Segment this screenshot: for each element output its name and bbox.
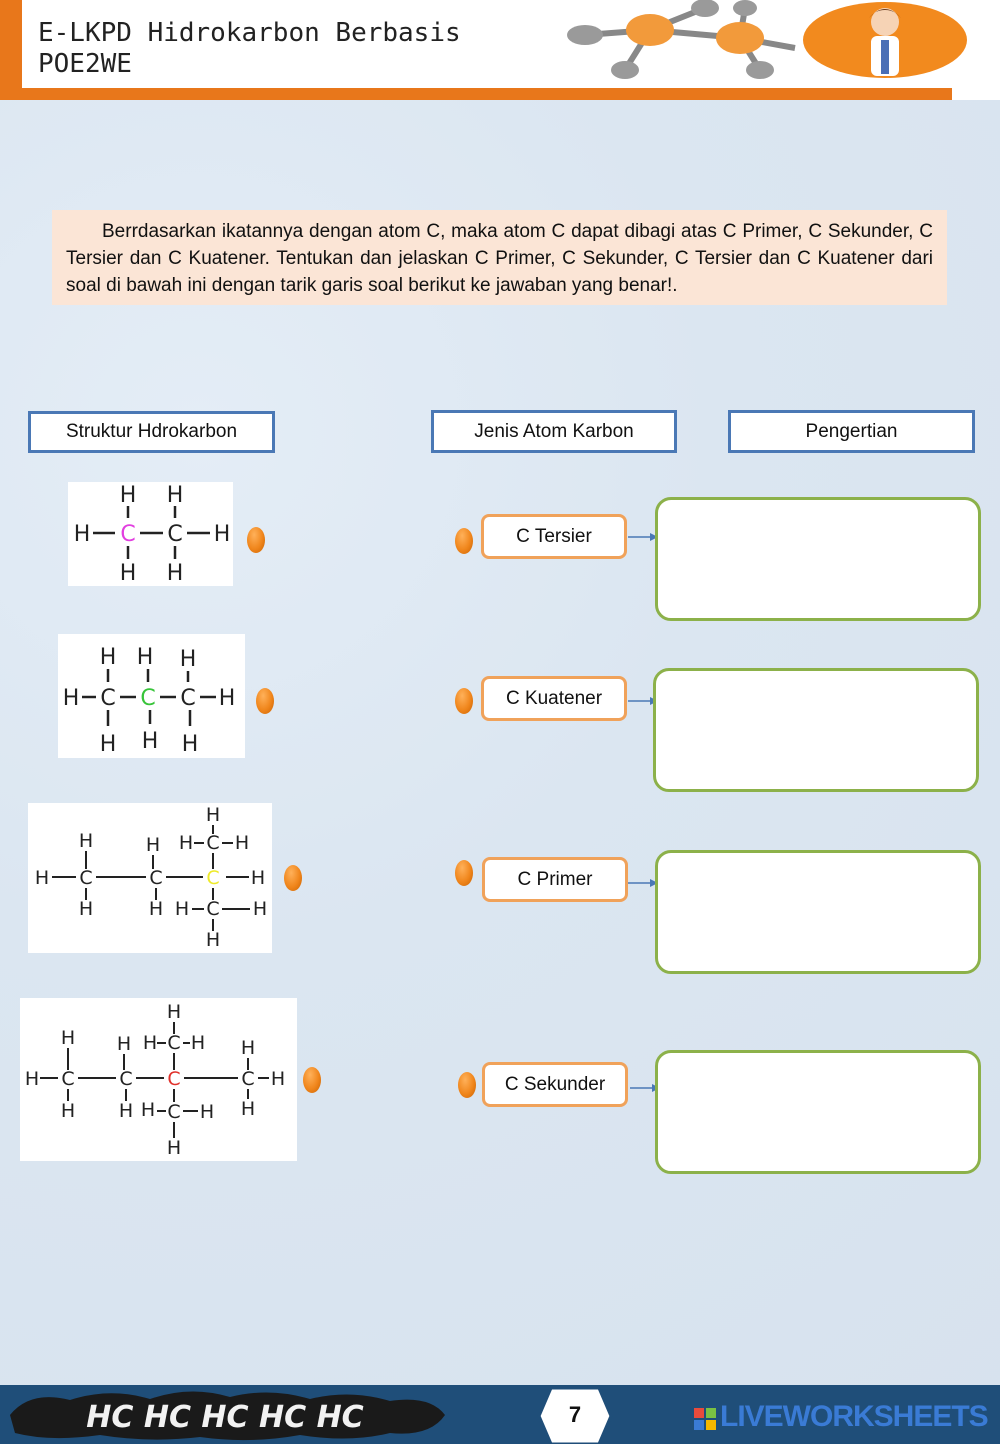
answer-box-2[interactable] bbox=[653, 668, 979, 792]
structure-3-image bbox=[28, 803, 272, 953]
svg-text:H: H bbox=[166, 561, 184, 586]
structure-2-image bbox=[58, 634, 245, 758]
svg-text:C: C bbox=[206, 898, 220, 920]
svg-text:H: H bbox=[73, 522, 91, 547]
svg-text:H: H bbox=[190, 1032, 206, 1054]
svg-text:H: H bbox=[205, 929, 221, 951]
match-dot-choice-1[interactable] bbox=[455, 528, 473, 554]
page-title: E-LKPD Hidrokarbon Berbasis POE2WE bbox=[38, 18, 461, 79]
svg-text:H: H bbox=[78, 898, 94, 920]
structure-1-image bbox=[68, 482, 233, 586]
choice-c-kuatener[interactable]: C Kuatener bbox=[481, 676, 627, 721]
svg-text:H: H bbox=[60, 1100, 76, 1122]
svg-text:H: H bbox=[99, 645, 117, 670]
svg-text:H: H bbox=[145, 834, 161, 856]
match-dot-structure-4[interactable] bbox=[303, 1067, 321, 1093]
match-dot-structure-2[interactable] bbox=[256, 688, 274, 714]
arrow-icon bbox=[628, 531, 658, 543]
svg-text:C: C bbox=[100, 686, 116, 711]
instruction-box bbox=[52, 210, 947, 305]
molecule-illustration-icon bbox=[555, 0, 975, 90]
match-dot-structure-1[interactable] bbox=[247, 527, 265, 553]
svg-text:H: H bbox=[78, 830, 94, 852]
answer-box-3[interactable] bbox=[655, 850, 981, 974]
match-dot-structure-3[interactable] bbox=[284, 865, 302, 891]
brand-name[interactable]: LIVEWORKSHEETS bbox=[720, 1400, 988, 1433]
svg-text:H: H bbox=[142, 1032, 158, 1054]
svg-text:C: C bbox=[167, 1101, 181, 1123]
choice-c-primer[interactable]: C Primer bbox=[482, 857, 628, 902]
answer-box-1[interactable] bbox=[655, 497, 981, 621]
svg-text:H: H bbox=[119, 483, 137, 508]
svg-text:C: C bbox=[167, 1032, 181, 1054]
svg-text:H: H bbox=[240, 1098, 256, 1120]
header-accent-bar bbox=[0, 0, 22, 100]
svg-text:H: H bbox=[178, 832, 194, 854]
svg-text:C: C bbox=[79, 867, 93, 889]
svg-text:C: C bbox=[241, 1068, 255, 1090]
svg-text:H: H bbox=[62, 686, 80, 711]
svg-text:H: H bbox=[141, 729, 159, 754]
column-header-structure: Struktur Hdrokarbon bbox=[28, 411, 275, 453]
svg-text:H: H bbox=[213, 522, 231, 547]
svg-text:C: C bbox=[119, 1068, 133, 1090]
svg-text:C: C bbox=[61, 1068, 75, 1090]
page-number: 7 bbox=[568, 1402, 582, 1427]
svg-text:H: H bbox=[218, 686, 236, 711]
footer-decoration bbox=[0, 1385, 450, 1444]
svg-text:H: H bbox=[240, 1037, 256, 1059]
svg-text:H: H bbox=[99, 732, 117, 757]
match-dot-choice-2[interactable] bbox=[455, 688, 473, 714]
page-header bbox=[0, 0, 1000, 100]
svg-text:H: H bbox=[174, 898, 190, 920]
svg-text:H: H bbox=[136, 645, 154, 670]
instruction-text: Berrdasarkan ikatannya dengan atom C, maka atom C dapat dibagi atas C Primer, C Sekunder, C Tersier dan C Kuatener. Tentukan dan jelaskan C Primer, C Sekunder, C Tersier dan C Kuatener dari soal di bawah ini dengan tarik garis soal berikut ke jawaban yang benar!. bbox=[66, 221, 933, 296]
svg-text:H: H bbox=[34, 867, 50, 889]
svg-text:H: H bbox=[179, 647, 197, 672]
match-dot-choice-4[interactable] bbox=[458, 1072, 476, 1098]
svg-text:H: H bbox=[166, 1137, 182, 1159]
svg-text:C: C bbox=[206, 867, 220, 889]
svg-text:C: C bbox=[206, 832, 220, 854]
structure-4-image bbox=[20, 998, 297, 1161]
svg-text:H: H bbox=[199, 1101, 215, 1123]
svg-text:C: C bbox=[167, 1068, 181, 1090]
svg-text:C: C bbox=[120, 522, 136, 547]
svg-text:H: H bbox=[234, 832, 250, 854]
svg-text:H: H bbox=[181, 732, 199, 757]
svg-text:C: C bbox=[140, 686, 156, 711]
choice-c-sekunder[interactable]: C Sekunder bbox=[482, 1062, 628, 1107]
svg-text:H: H bbox=[250, 867, 266, 889]
svg-text:H: H bbox=[252, 898, 268, 920]
svg-text:H: H bbox=[148, 898, 164, 920]
svg-text:C: C bbox=[149, 867, 163, 889]
match-dot-choice-3[interactable] bbox=[455, 860, 473, 886]
svg-text:H: H bbox=[60, 1027, 76, 1049]
svg-text:H: H bbox=[270, 1068, 286, 1090]
svg-text:H: H bbox=[119, 561, 137, 586]
answer-box-4[interactable] bbox=[655, 1050, 981, 1174]
svg-text:H: H bbox=[140, 1099, 156, 1121]
svg-text:H: H bbox=[24, 1068, 40, 1090]
liveworksheets-logo-icon bbox=[694, 1408, 716, 1430]
svg-text:H: H bbox=[166, 483, 184, 508]
column-header-definition: Pengertian bbox=[728, 410, 975, 453]
arrow-icon bbox=[628, 877, 658, 889]
svg-text:H: H bbox=[118, 1100, 134, 1122]
svg-text:C: C bbox=[167, 522, 183, 547]
svg-text:C: C bbox=[180, 686, 196, 711]
footer-decor-text: HC HC HC HC HC bbox=[86, 1400, 364, 1435]
svg-text:H: H bbox=[166, 1001, 182, 1023]
svg-text:H: H bbox=[116, 1033, 132, 1055]
svg-text:H: H bbox=[205, 804, 221, 826]
column-header-type: Jenis Atom Karbon bbox=[431, 410, 677, 453]
choice-c-tersier[interactable]: C Tersier bbox=[481, 514, 627, 559]
